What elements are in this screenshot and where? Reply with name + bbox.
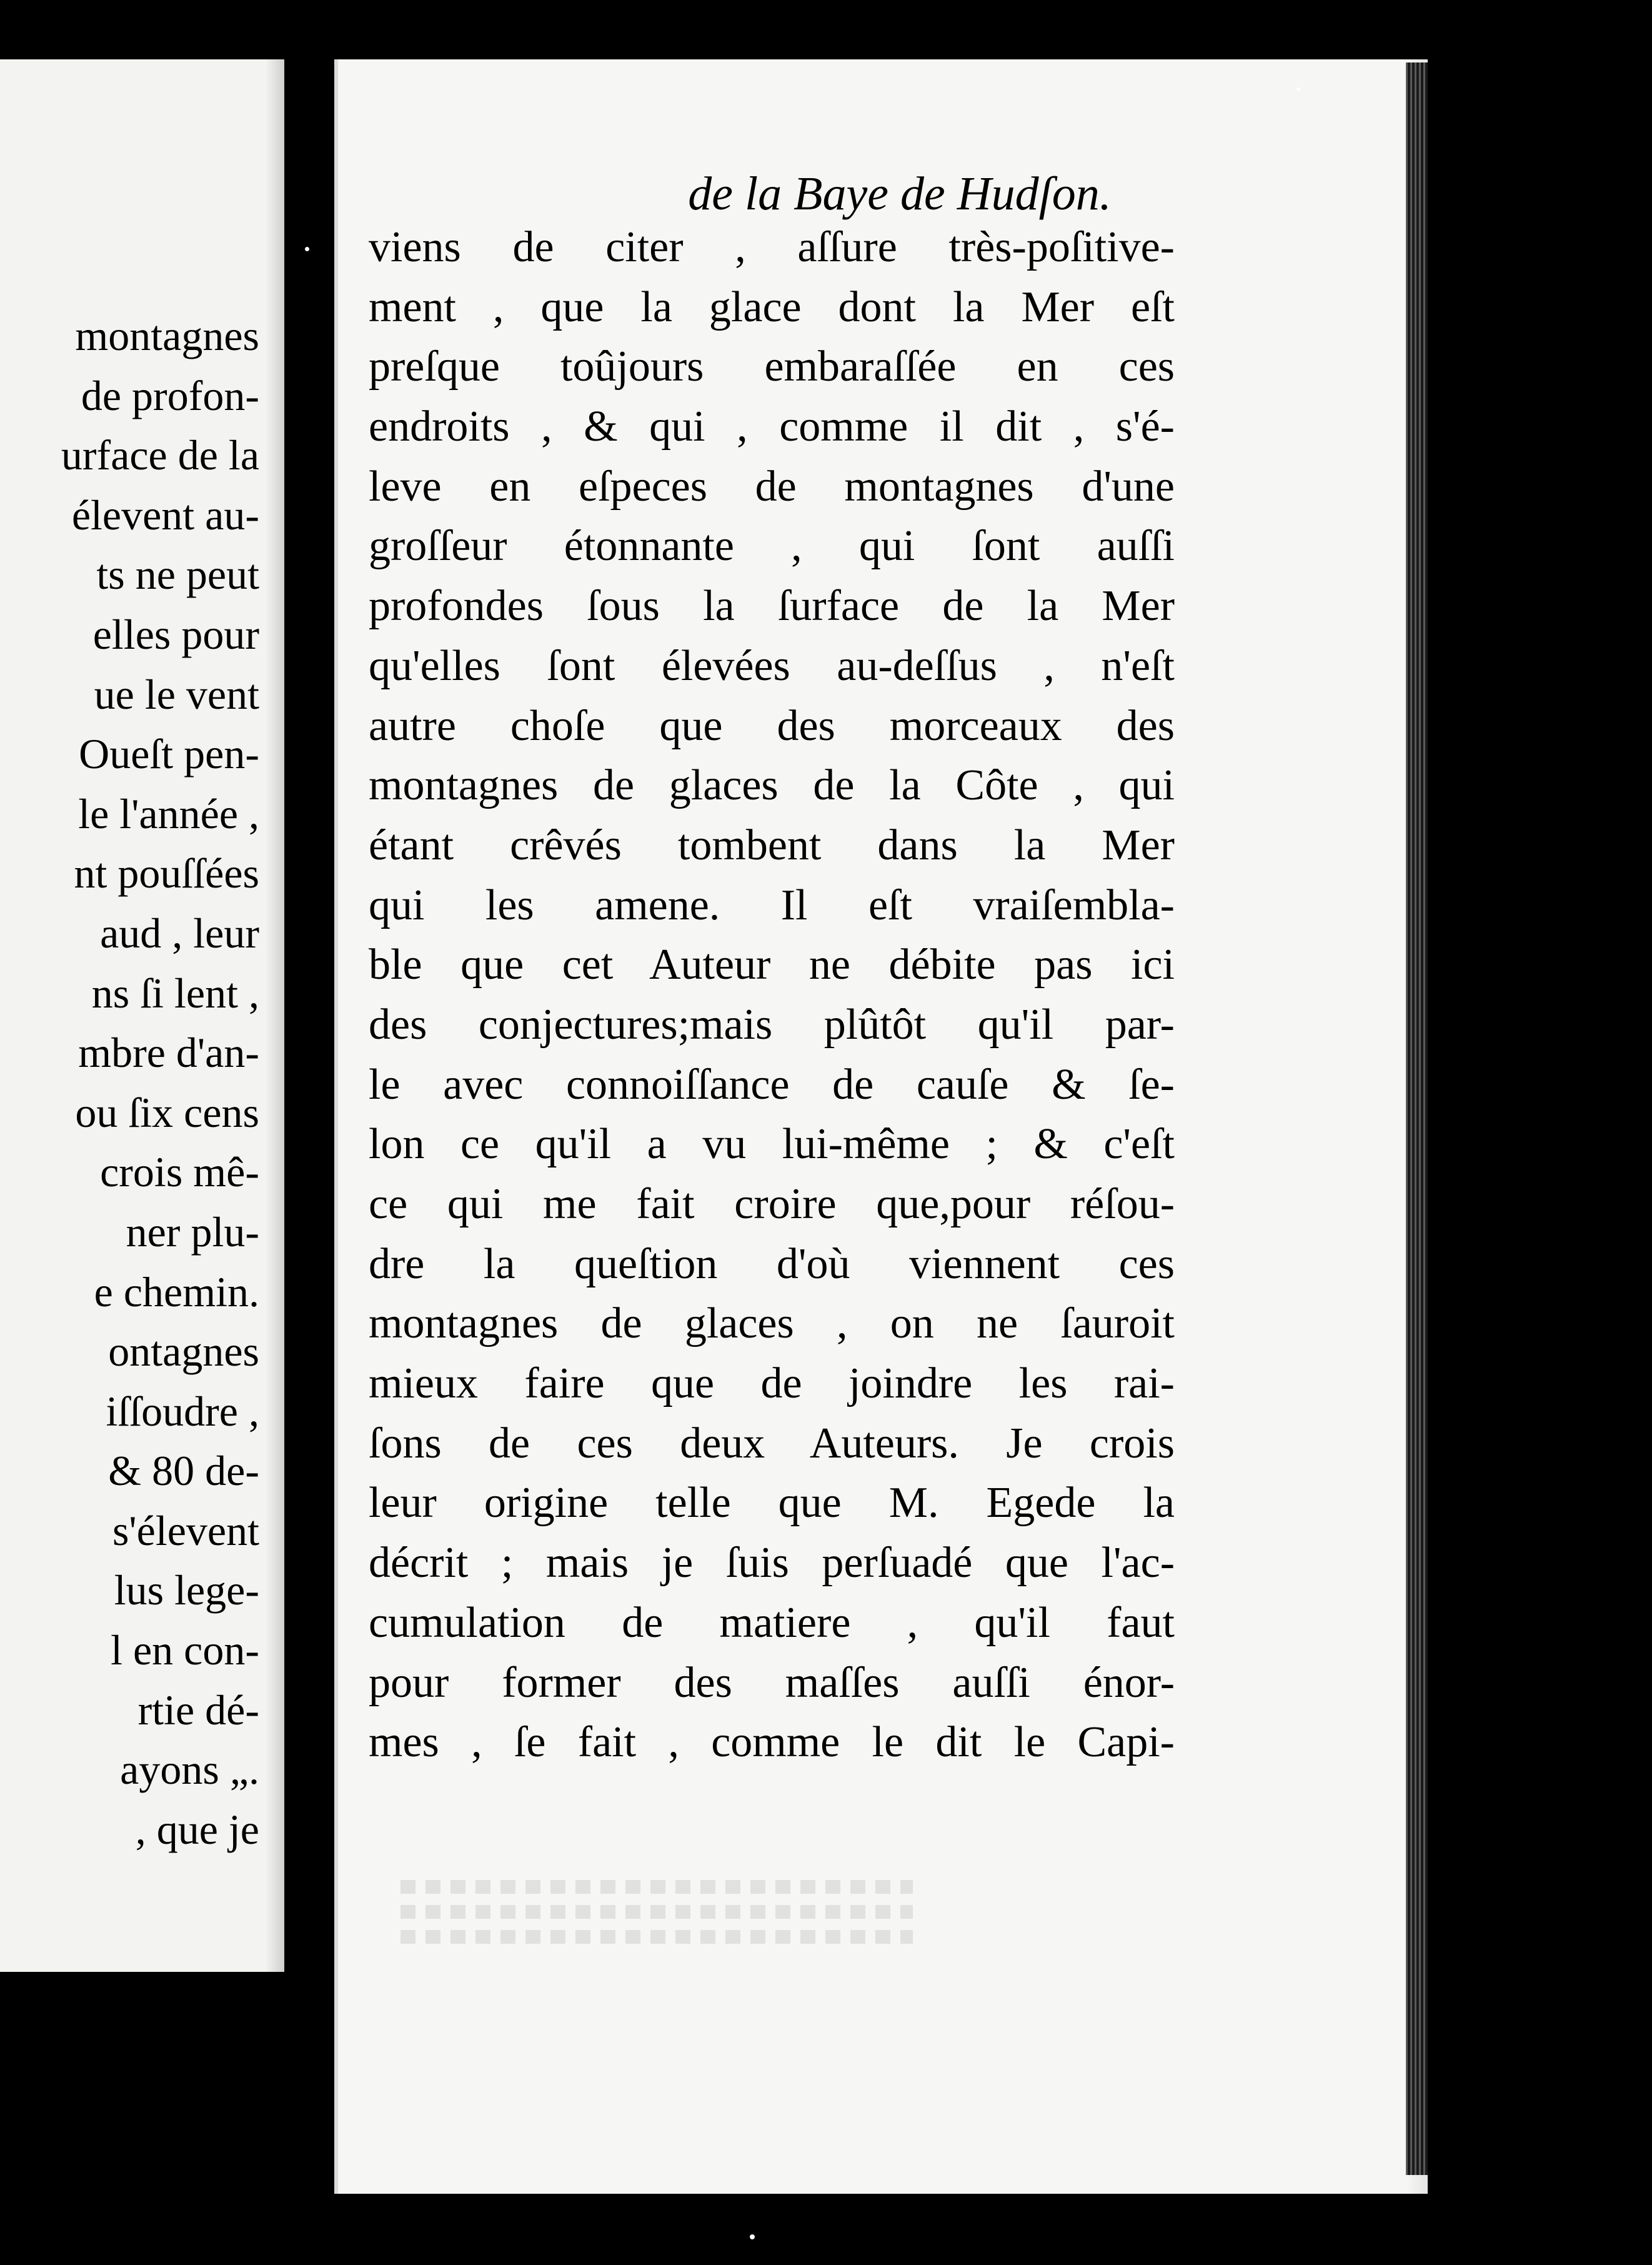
running-title: de la Baye de Hudſon. bbox=[688, 168, 1112, 220]
text-line: ble que cet Auteur ne débite pas ici bbox=[369, 941, 1175, 989]
text-line: endroits , & qui , comme il dit , s'é- bbox=[369, 402, 1175, 451]
text-line: ſons de ces deux Auteurs. Je crois bbox=[369, 1419, 1175, 1468]
left-page-text bbox=[61, 306, 259, 1859]
text-line: qu'elles ſont élevées au-deſſus , n'eſt bbox=[369, 641, 1175, 690]
text-line: autre choſe que des morceaux des bbox=[369, 701, 1175, 750]
scan-background-margin bbox=[1428, 0, 1652, 2265]
text-line: Oueſt pen- bbox=[79, 730, 259, 778]
dust-speck bbox=[750, 2234, 755, 2239]
text-line: s'élevent bbox=[112, 1506, 259, 1554]
text-line: & 80 de- bbox=[108, 1447, 259, 1495]
text-line: le l'année , bbox=[78, 789, 259, 838]
text-line: viens de citer , aſſure très-poſitive- bbox=[369, 223, 1175, 271]
dust-speck bbox=[305, 247, 309, 251]
text-line: qui les amene. Il eſt vraiſembla- bbox=[369, 881, 1175, 929]
text-line: cumulation de matiere , qu'il faut bbox=[369, 1598, 1175, 1647]
text-line: rtie dé- bbox=[137, 1686, 259, 1734]
text-line: , que je bbox=[135, 1805, 259, 1853]
left-gutter-shadow bbox=[266, 59, 284, 1972]
left-page bbox=[0, 59, 284, 1972]
text-line: elles pour bbox=[92, 610, 259, 658]
text-line: ts ne peut bbox=[96, 551, 259, 599]
text-line: décrit ; mais je ſuis perſuadé que l'ac- bbox=[369, 1539, 1175, 1588]
text-line: groſſeur étonnante , qui ſont auſſi bbox=[369, 522, 1175, 571]
text-line: leur origine telle que M. Egede la bbox=[369, 1479, 1175, 1528]
text-line: des conjectures;mais plûtôt qu'il par- bbox=[369, 1000, 1175, 1049]
text-line: ns ſi lent , bbox=[91, 969, 259, 1017]
text-line: dre la queſtion d'où viennent ces bbox=[369, 1239, 1175, 1288]
text-line: montagnes bbox=[75, 312, 259, 359]
book-gutter bbox=[284, 0, 334, 2265]
text-line: aud , leur bbox=[100, 909, 259, 957]
text-line: mieux faire que de joindre les rai- bbox=[369, 1359, 1175, 1408]
text-line: lon ce qu'il a vu lui-même ; & c'eſt bbox=[369, 1120, 1175, 1169]
text-line: ner plu- bbox=[126, 1208, 259, 1256]
text-line: ayons „. bbox=[120, 1746, 259, 1794]
text-line: profondes ſous la ſurface de la Mer bbox=[369, 582, 1175, 631]
text-line: leve en eſpeces de montagnes d'une bbox=[369, 462, 1175, 511]
text-line: iſſoudre , bbox=[106, 1387, 259, 1435]
show-through-text bbox=[401, 1869, 913, 1962]
text-line: élevent au- bbox=[71, 491, 259, 539]
text-line: mbre d'an- bbox=[78, 1029, 259, 1077]
text-line: lus lege- bbox=[114, 1566, 259, 1614]
text-line: crois mê- bbox=[100, 1148, 259, 1196]
text-line: de profon- bbox=[81, 371, 259, 419]
text-line: le avec connoiſſance de cauſe & ſe- bbox=[369, 1060, 1175, 1109]
text-line: urface de la bbox=[61, 431, 259, 479]
text-line: montagnes de glaces , on ne ſauroit bbox=[369, 1299, 1175, 1348]
right-page-text bbox=[369, 218, 1175, 1772]
text-line: montagnes de glaces de la Côte , qui bbox=[369, 761, 1175, 810]
text-line: preſque toûjours embaraſſée en ces bbox=[369, 342, 1175, 391]
text-line: e chemin. bbox=[94, 1268, 259, 1316]
text-line: ue le vent bbox=[94, 670, 259, 718]
text-line: étant crêvés tombent dans la Mer bbox=[369, 821, 1175, 869]
dust-speck bbox=[1296, 88, 1300, 91]
text-line: ce qui me fait croire que,pour réſou- bbox=[369, 1180, 1175, 1228]
text-line: l en con- bbox=[111, 1626, 259, 1674]
page-number: 15 bbox=[1434, 168, 1481, 220]
text-line: ment , que la glace dont la Mer eſt bbox=[369, 282, 1175, 331]
text-line: nt pouſſées bbox=[74, 849, 259, 898]
text-line: ontagnes bbox=[108, 1328, 259, 1376]
text-line: ou ſix cens bbox=[75, 1088, 259, 1136]
text-line: pour former des maſſes auſſi énor- bbox=[369, 1658, 1175, 1707]
text-line: mes , ſe fait , comme le dit le Capi- bbox=[369, 1718, 1175, 1767]
